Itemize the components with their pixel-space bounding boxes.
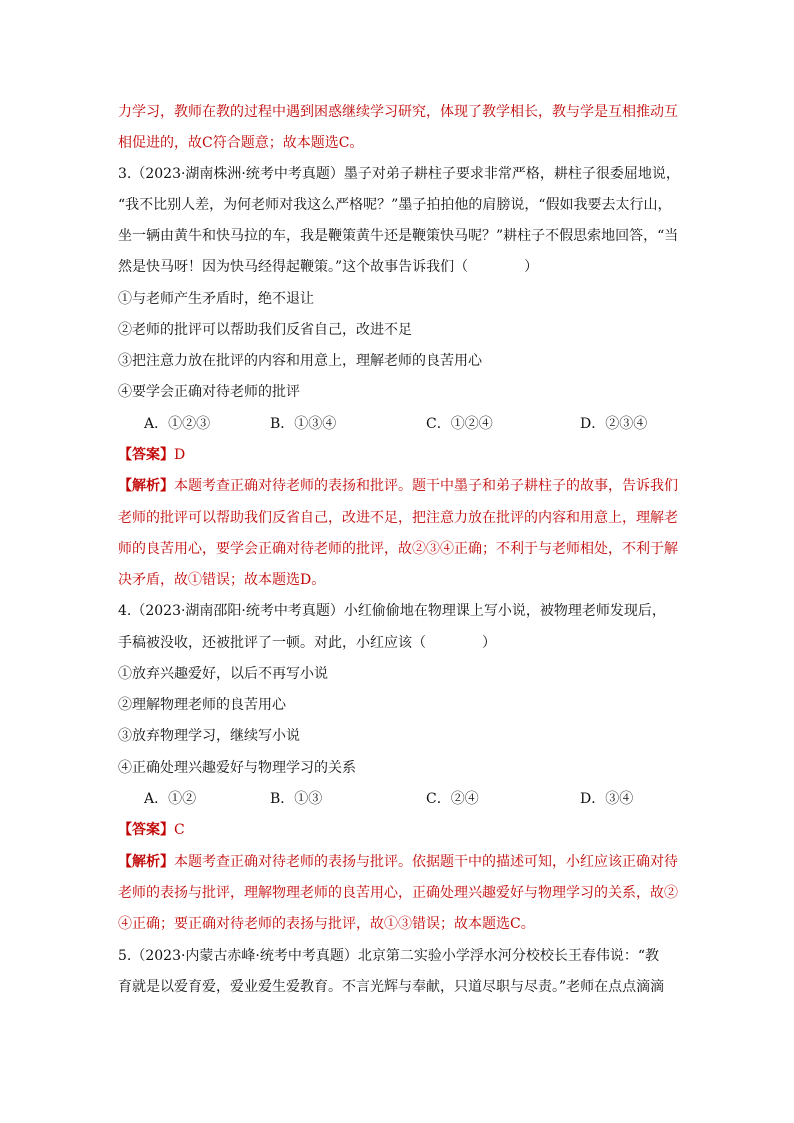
q4-answer (118, 820, 185, 840)
q3-option-b[interactable]: B．①③④ (270, 416, 337, 432)
q5-stem-line-2: 育就是以爱育爱，爱业爱生爱教育。不言光辉与奉献，只道尽职与尽责。”老师在点点滴滴 (118, 979, 665, 995)
analysis-text: 本题考查正确对待老师的表扬和批评。题干中墨子和弟子耕柱子的故事，告诉我们 (174, 478, 678, 494)
q3-option-c[interactable]: C．①②④ (426, 416, 493, 432)
q4-stem-line-2: 手稿被没收，还被批评了一顿。对此，小红应该（ ） (118, 635, 496, 651)
answer-tag: 【答案】 (118, 447, 174, 463)
q5-stem-line-1: 5.（2023·内蒙古赤峰·统考中考真题）北京第二实验小学浮水河分校校长王春伟说：“教 (118, 948, 660, 964)
q4-option-b[interactable]: B．①③ (270, 791, 323, 807)
q4-statement-1: ①放弃兴趣爱好，以后不再写小说 (118, 666, 328, 682)
analysis-tag: 【解析】 (118, 854, 174, 870)
q4-option-a[interactable]: A．①② (144, 791, 197, 807)
q3-statement-3: ③把注意力放在批评的内容和用意上，理解老师的良苦用心 (118, 353, 482, 369)
q4-option-d[interactable]: D．③④ (580, 791, 634, 807)
q3-stem-line-1: 3.（2023·湖南株洲·统考中考真题）墨子对弟子耕柱子要求非常严格，耕柱子很委屈地说， (118, 166, 680, 182)
q3-stem-line-4: 然是快马呀！因为快马经得起鞭策。”这个故事告诉我们（ ） (118, 259, 539, 275)
q4-statement-3: ③放弃物理学习，继续写小说 (118, 728, 300, 744)
answer-value: C (174, 822, 185, 838)
prev-analysis-line-1: 力学习，教师在教的过程中遇到困惑继续学习研究，体现了教学相长，教与学是互相推动互 (118, 104, 678, 120)
q3-option-a[interactable]: A．①②③ (144, 416, 211, 432)
q4-analysis-line-3: ④正确；要正确对待老师的表扬与批评，故①③错误；故本题选C。 (118, 916, 535, 932)
q4-stem-line-1: 4.（2023·湖南邵阳·统考中考真题）小红偷偷地在物理课上写小说，被物理老师发现后， (118, 603, 666, 619)
q3-statement-1: ①与老师产生矛盾时，绝不退让 (118, 291, 314, 307)
analysis-text: 本题考查正确对待老师的表扬与批评。依据题干中的描述可知，小红应该正确对待 (174, 854, 678, 870)
q3-answer (118, 445, 185, 465)
q3-analysis-line-2: 老师的批评可以帮助我们反省自己，改进不足，把注意力放在批评的内容和用意上，理解老 (118, 510, 678, 526)
q3-analysis-line-1 (118, 476, 678, 496)
answer-value: D (174, 447, 186, 463)
q3-stem-line-3: 坐一辆由黄牛和快马拉的车，我是鞭策黄牛还是鞭策快马呢？”耕柱子不假思索地回答，“当 (118, 228, 679, 244)
q4-analysis-line-1 (118, 852, 678, 872)
q3-statement-4: ④要学会正确对待老师的批评 (118, 384, 300, 400)
answer-tag: 【答案】 (118, 822, 174, 838)
q3-stem-line-2: “我不比别人差，为何老师对我这么严格呢？”墨子拍拍他的肩膀说，“假如我要去太行山， (118, 197, 672, 213)
prev-analysis-line-2: 相促进的，故C符合题意；故本题选C。 (118, 135, 364, 151)
q4-option-c[interactable]: C．②④ (426, 791, 479, 807)
q4-statement-4: ④正确处理兴趣爱好与物理学习的关系 (118, 760, 356, 776)
q3-option-d[interactable]: D．②③④ (580, 416, 648, 432)
q3-statement-2: ②老师的批评可以帮助我们反省自己，改进不足 (118, 322, 412, 338)
analysis-tag: 【解析】 (118, 478, 174, 494)
q3-analysis-line-4: 决矛盾，故①错误；故本题选D。 (118, 572, 326, 588)
q4-statement-2: ②理解物理老师的良苦用心 (118, 697, 286, 713)
q3-analysis-line-3: 师的良苦用心，要学会正确对待老师的批评，故②③④正确；不利于与老师相处，不利于解 (118, 541, 678, 557)
q4-analysis-line-2: 老师的表扬与批评，理解物理老师的良苦用心，正确处理兴趣爱好与物理学习的关系，故② (118, 885, 678, 901)
